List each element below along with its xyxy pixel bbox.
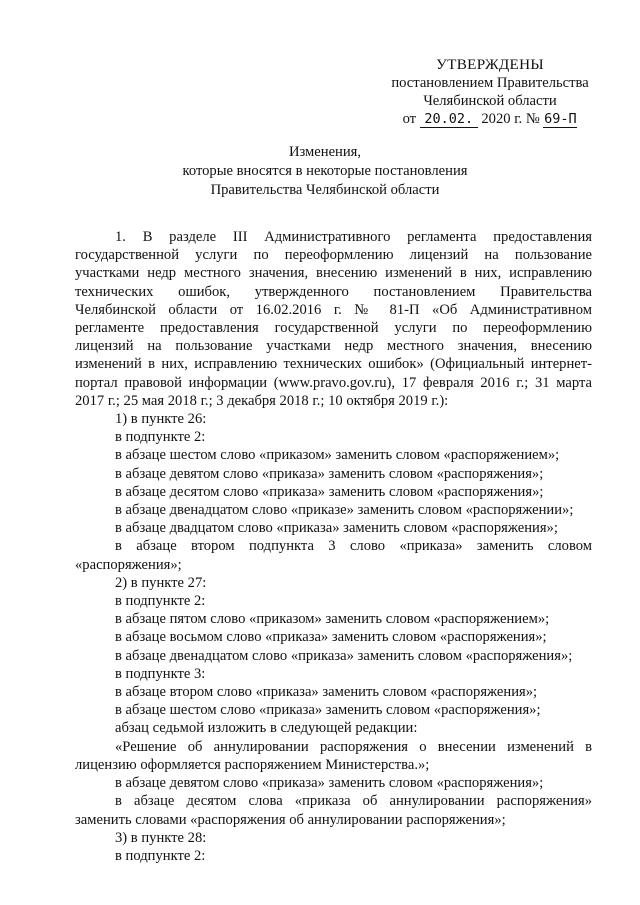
clause-line: в абзаце девятом слово «приказа» заменить словом «распоряжения»;: [115, 465, 544, 482]
approval-line-1: постановлением Правительства: [391, 75, 589, 91]
document-body: [75, 228, 592, 865]
title-line-2: которые вносятся в некоторые постановления: [182, 163, 468, 179]
date-prefix: от: [402, 111, 417, 127]
handwritten-number: 69-П: [544, 111, 577, 127]
approval-stamp: [360, 56, 620, 128]
title-line-3: Правительства Челябинской области: [210, 182, 440, 198]
clause-line: в абзаце восьмом слово «приказа» заменить словом «распоряжения»;: [115, 629, 547, 646]
clause-line: «распоряжения»;: [75, 556, 182, 573]
intro-line: изменений в них, исправлению технических ошибок» (Официальный интернет-: [75, 356, 592, 373]
approval-line-2: Челябинской области: [423, 93, 557, 109]
clause-line: в абзаце двенадцатом слово «приказе» заменить словом «распоряжении»;: [115, 502, 574, 519]
clause-line: в абзаце шестом слово «приказом» заменить словом «распоряжением»;: [115, 447, 560, 464]
intro-line: 1. В разделе III Административного регламента предоставления: [115, 229, 592, 245]
approval-date-line: [360, 110, 620, 128]
year-text: 2020 г. №: [481, 111, 540, 127]
intro-line: государственной услуги по переоформлению лицензий на пользование: [75, 247, 592, 264]
clause-line: в абзаце десятом слово «приказа» заменить словом «распоряжения»;: [115, 483, 544, 500]
clause-line: в абзаце девятом слово «приказа» заменить словом «распоряжения»;: [115, 775, 544, 792]
clause-line: абзац седьмой изложить в следующей редакции:: [115, 720, 418, 737]
clause-line: в абзаце десятом слова «приказа об аннулировании распоряжения»: [115, 793, 592, 810]
intro-line: 2017 г.; 25 мая 2018 г.; 3 декабря 2018 г.; 10 октября 2019 г.):: [75, 392, 449, 409]
intro-line: портал правовой информации (www.pravo.gov.ru), 17 февраля 2016 г.; 31 марта: [75, 374, 592, 391]
intro-line: регламенте предоставления государственной услуги по переоформлению: [75, 320, 592, 337]
clause-line: лицензию оформляется распоряжением Министерства.»;: [75, 756, 430, 773]
intro-line: технических ошибок, утвержденного постановлением Правительства: [75, 283, 592, 300]
clause-line: заменить словами «распоряжения об аннулировании распоряжения»;: [75, 811, 506, 828]
clause-line: в абзаце шестом слово «приказа» заменить словом «распоряжения»;: [115, 702, 541, 719]
clause-line: в подпункте 3:: [115, 665, 206, 682]
clause-line: в абзаце двенадцатом слово «приказа» заменить словом «распоряжения»;: [115, 647, 573, 664]
clause-line: в абзаце пятом слово «приказом» заменить словом «распоряжением»;: [115, 611, 550, 628]
clause-line: «Решение об аннулировании распоряжения о внесении изменений в: [115, 738, 592, 755]
clause-line: в абзаце втором слово «приказа» заменить словом «распоряжения»;: [115, 684, 538, 701]
clause-line: в подпункте 2:: [115, 593, 206, 610]
intro-line: Челябинской области от 16.02.2016 г. № 81-П «Об Административном: [75, 301, 592, 318]
intro-line: участками недр местного значения, внесению изменений в них, исправлению: [75, 265, 592, 282]
title-line-1: Изменения,: [288, 144, 362, 160]
clause-line: в абзаце втором подпункта 3 слово «приказа» заменить словом: [115, 538, 592, 555]
clause-line: в подпункте 2:: [115, 429, 206, 446]
intro-line: лицензий на пользование участками недр местного значения, внесению: [75, 338, 592, 355]
clause-line: 2) в пункте 27:: [115, 574, 207, 591]
approval-heading: УТВЕРЖДЕНЫ: [436, 56, 544, 73]
clause-line: в абзаце двадцатом слово «приказа» заменить словом «распоряжения»;: [115, 520, 558, 537]
clause-line: 1) в пункте 26:: [115, 411, 207, 428]
document-title: [40, 143, 610, 200]
handwritten-date: 20.02.: [420, 112, 478, 128]
clause-line: в подпункте 2:: [115, 847, 206, 864]
clause-line: 3) в пункте 28:: [115, 829, 207, 846]
